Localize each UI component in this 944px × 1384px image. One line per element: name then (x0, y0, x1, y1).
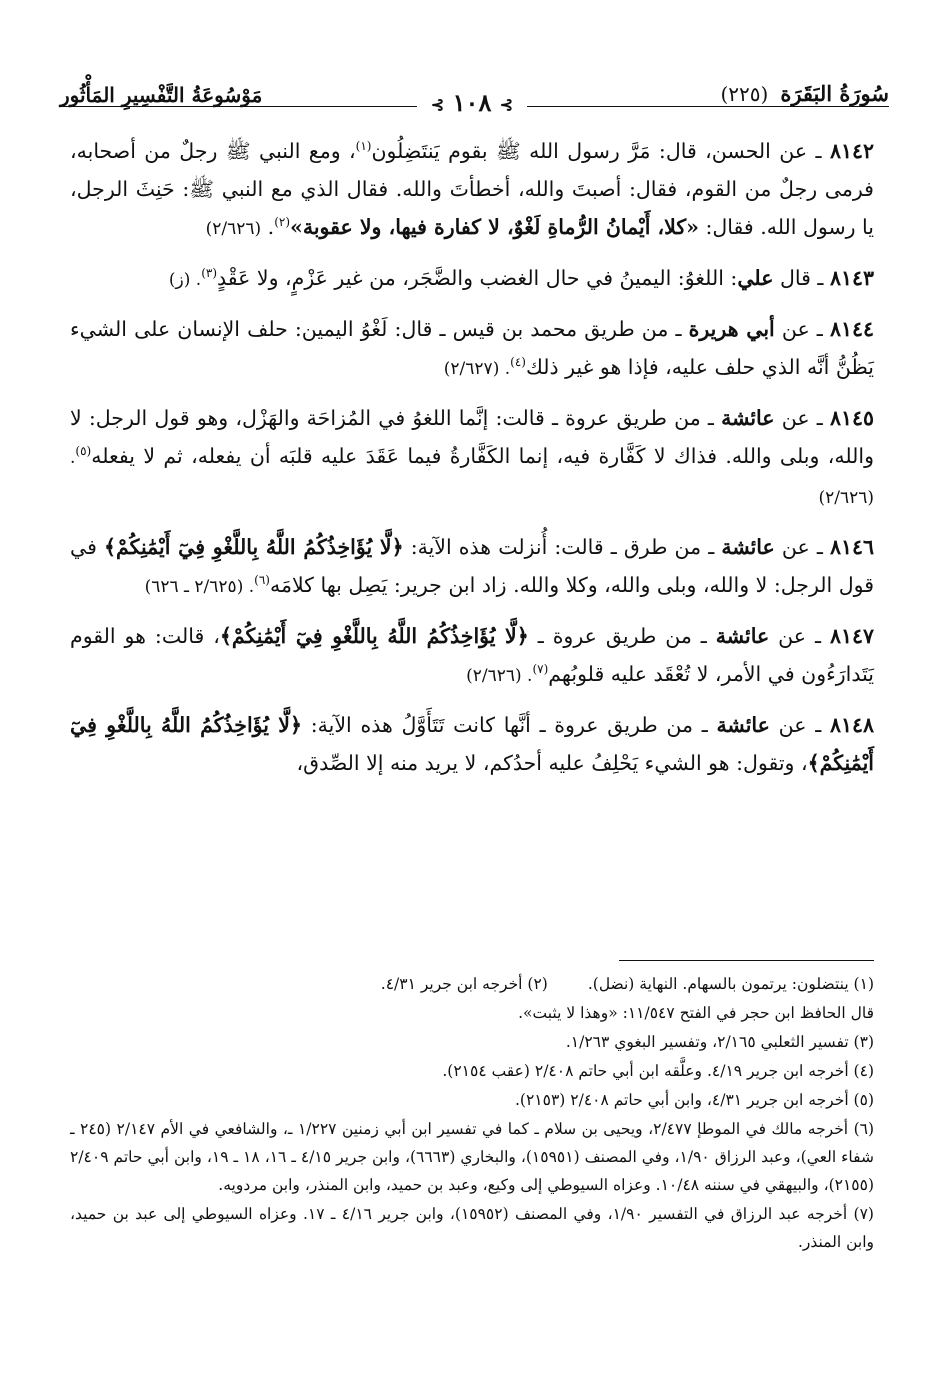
page-number-row (0, 88, 944, 117)
entry-8143 (70, 259, 874, 299)
main-text (70, 132, 874, 793)
narrator-name: أبي هريرة (688, 317, 775, 341)
entry-8146 (70, 528, 874, 606)
entry-number: ٨١٤٦ (829, 535, 874, 559)
narrator-name: عائشة (715, 624, 770, 648)
entry-text: ـ عن (769, 624, 830, 648)
entry-8148 (70, 706, 874, 782)
footnote-marker: (٦) (254, 573, 270, 588)
ornament-icon: ⊱ (499, 95, 514, 114)
volume-reference: . (ز) (168, 270, 202, 290)
entry-text: ، قالت: هو القوم يَتَدارَءُون في الأمر، لا تُعْقَد عليه قلوبُهم (70, 624, 874, 686)
entry-text: ـ عن (774, 317, 830, 341)
entry-text: في قول الرجل: لا والله، وبلى والله، وكلا والله. زاد ابن جرير: يَصِل بها كلامَه (70, 535, 874, 597)
narrator-name: علي (737, 266, 774, 290)
hadith-quote: «كلا، أَيْمانُ الرُّماةِ لَغْوٌ، لا كفارة فيها، ولا عقوبة» (290, 215, 699, 239)
entry-text: ، ومع النبي ﷺ رجلٌ من أصحابه، فرمى رجلٌ من القوم، فقال: أصبتَ والله، أخطأتَ والله. فقال الذي مع النبي ﷺ: حَنِثَ الرجل، يا رسول الله. فقال: (70, 139, 874, 239)
entry-number: ٨١٤٣ (829, 266, 874, 290)
entry-text: ـ من طريق محمد بن قيس ـ قال: لَغْوُ اليمين: حلف الإنسان على الشيء يَظُنُّ أنَّه الذي حلف عليه، فإذا هو غير ذلك (70, 317, 874, 379)
entry-text: ـ عن (774, 406, 830, 430)
footnote-5: (٥) أخرجه ابن جرير ٤/٣١، وابن أبي حاتم ٢/٤٠٨ (٢١٥٣). (514, 1091, 874, 1109)
volume-reference: . (٢/٦٢٧) (443, 359, 511, 379)
entry-8145 (70, 399, 874, 517)
narrator-name: عائشة (721, 535, 775, 559)
entry-text: ـ عن (774, 535, 830, 559)
footnote-marker: (٧) (532, 662, 549, 677)
narrator-name: عائشة (721, 406, 775, 430)
entry-text: : اللغوُ: اليمينُ في حال الغضب والضَّجَر، من غير عَزْمٍ، ولا عَقْدٍ (217, 266, 738, 290)
ornament-icon: ⊱ (430, 95, 445, 114)
narrator-name: عائشة (716, 713, 770, 737)
footnote-marker: (٤) (510, 355, 526, 370)
entry-8147 (70, 617, 874, 695)
entry-number: ٨١٤٢ (829, 139, 874, 163)
entry-text: ـ من طريق عروة ـ قالت: إنَّما اللغوُ في المُزاحَة والهَزْل، وهو قول الرجل: لا والله، وبلى والله. فذاك لا كَفَّارة فيه، إنما الكَفَّارةُ فيما عَقَدَ عليه قلبَه أن يفعله، ثم لا يفعله (70, 406, 874, 468)
quran-verse: ﴿لَّا يُؤَاخِذُكُمُ اللَّهُ بِاللَّغْوِ فِيٓ أَيْمَٰنِكُمْ﴾ (219, 624, 529, 648)
volume-reference: . (٢/٦٢٦) (70, 448, 874, 508)
entry-text: . (261, 215, 275, 239)
entry-number: ٨١٤٧ (829, 624, 874, 648)
entry-text: ـ عن الحسن، قال: مَرَّ رسول الله ﷺ بقوم يَنتَضِلُون (371, 139, 830, 163)
volume-reference: (٢/٦٢٦) (205, 219, 262, 239)
page-number-box (417, 88, 527, 117)
quran-verse: ﴿لَّا يُؤَاخِذُكُمُ اللَّهُ بِاللَّغْوِ فِيٓ أَيْمَٰنِكُمْ﴾ (103, 535, 404, 559)
entry-text: ، وتقول: هو الشيء يَحْلِفُ عليه أحدُكم، لا يريد منه إلا الصِّدق، (296, 751, 808, 775)
surah-verse: (٢٢٥) (720, 82, 769, 106)
entry-text: ـ من طريق عروة ـ أنَّها كانت تَتَأَوَّلُ هذه الآية: (302, 713, 717, 737)
entry-number: ٨١٤٨ (829, 713, 874, 737)
quran-verse: ﴿لَّا يُؤَاخِذُكُمُ اللَّهُ بِاللَّغْوِ فِيٓ أَيْمَٰنِكُمْ﴾ (70, 713, 874, 775)
running-title: مَوْسُوعَةُ التَّفْسِيرِ المَأْثُور (60, 83, 263, 107)
footnotes (70, 970, 874, 1257)
entry-number: ٨١٤٥ (829, 406, 874, 430)
entry-text: ـ من طريق عروة ـ (528, 624, 716, 648)
footnote-6: (٦) أخرجه مالك في الموطإ ٢/٤٧٧، ويحيى بن سلام ـ كما في تفسير ابن أبي زمنين ١/٢٢٧ ـ، والشافعي في الأم ٢/١٤٧ (٢٤٥ ـ شفاء العي)، وعبد الرزاق ١/٩٠، وفي المصنف (١٥٩٥١)، والبخاري (٦٦٦٣)، وابن جرير ٤/١٥ ـ ١٦، ١٨ ـ ١٩، وابن أبي حاتم ٢/٤٠٩ (٢١٥٥)، والبيهقي في سننه ١٠/٤٨. وعزاه السيوطي إلى وكيع، وعبد بن حميد، وابن المنذر، وابن مردويه. (70, 1120, 875, 1194)
footnote-marker: (٢) (274, 215, 291, 230)
surah-name: سُورَةُ البَقَرَة (780, 81, 889, 106)
entry-8144 (70, 310, 874, 388)
footnote-row (70, 970, 874, 998)
footnote-2-note: قال الحافظ ابن حجر في الفتح ١١/٥٤٧: «وهذا لا يثبت». (518, 1004, 874, 1022)
volume-reference: . (٢/٦٢٥ ـ ٦٢٦) (144, 577, 255, 597)
footnote-divider (619, 960, 874, 961)
footnote-marker: (٣) (201, 266, 218, 281)
entry-number: ٨١٤٤ (829, 317, 874, 341)
volume-reference: . (٢/٦٢٦) (466, 666, 533, 686)
entry-text: ـ قال (773, 266, 830, 290)
entry-text: ـ عن (769, 713, 830, 737)
footnote-7: (٧) أخرجه عبد الرزاق في التفسير ١/٩٠، وفي المصنف (١٥٩٥٢)، وابن جرير ٤/١٦ ـ ١٧. وعزاه السيوطي إلى عبد بن حميد، وابن المنذر. (70, 1205, 874, 1251)
footnote-marker: (١) (355, 139, 372, 154)
entry-text: ـ من طرق ـ قالت: أُنزلت هذه الآية: (403, 535, 722, 559)
footnote-2: (٢) أخرجه ابن جرير ٤/٣١. (380, 975, 548, 993)
entry-8142 (70, 132, 874, 248)
page-number: ١٠٨ (452, 88, 492, 117)
footnote-marker: (٥) (75, 444, 92, 459)
footnote-1: (١) ينتضلون: يرتمون بالسهام. النهاية (نضل). (587, 975, 874, 993)
footnote-4: (٤) أخرجه ابن جرير ٤/١٩. وعلَّقه ابن أبي حاتم ٢/٤٠٨ (عقب ٢١٥٤). (442, 1062, 874, 1080)
footnote-3: (٣) تفسير الثعلبي ٢/١٦٥، وتفسير البغوي ١/٢٦٣. (565, 1033, 874, 1051)
